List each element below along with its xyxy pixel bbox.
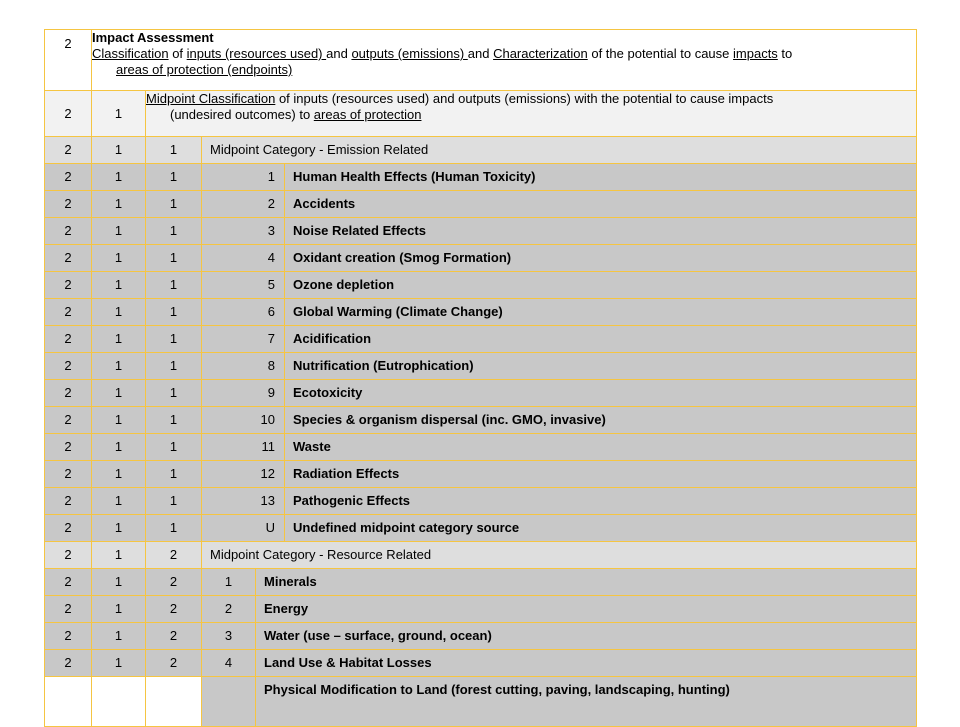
emission-category-code: 1 bbox=[92, 137, 146, 164]
resource-item-label: Land Use & Habitat Losses bbox=[256, 650, 917, 677]
emission-item-row bbox=[45, 407, 917, 434]
resource-item-parent-code: 1 bbox=[92, 623, 146, 650]
emission-item-parent-code: 2 bbox=[45, 299, 92, 326]
emission-item-parent-code: 1 bbox=[92, 164, 146, 191]
emission-item-row bbox=[45, 164, 917, 191]
header-description-part: and bbox=[326, 46, 352, 61]
emission-item-code: 8 bbox=[202, 353, 285, 380]
emission-item-row bbox=[45, 299, 917, 326]
resource-category-code: 1 bbox=[92, 542, 146, 569]
emission-item-parent-code: 1 bbox=[92, 326, 146, 353]
emission-item-row bbox=[45, 488, 917, 515]
emission-item-parent-code: 2 bbox=[45, 191, 92, 218]
emission-item-row bbox=[45, 353, 917, 380]
resource-category-row bbox=[45, 542, 917, 569]
header-description-part: outputs (emissions) bbox=[351, 46, 468, 61]
emission-item-label: Ecotoxicity bbox=[285, 380, 917, 407]
classification-text-line2: (undesired outcomes) to bbox=[170, 107, 314, 122]
header-description-part: and bbox=[467, 46, 494, 61]
resource-item-row bbox=[45, 623, 917, 650]
resource-item-row-last bbox=[45, 677, 917, 727]
resource-category-code: 2 bbox=[45, 542, 92, 569]
emission-item-row bbox=[45, 245, 917, 272]
header-title: Impact Assessment bbox=[92, 30, 214, 45]
emission-item-row bbox=[45, 380, 917, 407]
impact-assessment-table bbox=[44, 29, 917, 727]
resource-item-parent-code: 2 bbox=[45, 569, 92, 596]
emission-item-parent-code: 2 bbox=[45, 380, 92, 407]
header-description-part: inputs (resources used) bbox=[186, 46, 327, 61]
emission-item-parent-code: 1 bbox=[146, 380, 202, 407]
resource-item-parent-code: 2 bbox=[45, 596, 92, 623]
emission-item-parent-code: 2 bbox=[45, 461, 92, 488]
emission-item-parent-code: 2 bbox=[45, 434, 92, 461]
emission-item-row bbox=[45, 191, 917, 218]
emission-item-code: 12 bbox=[202, 461, 285, 488]
emission-item-parent-code: 1 bbox=[92, 461, 146, 488]
emission-item-parent-code: 2 bbox=[45, 245, 92, 272]
resource-item-parent-code: 1 bbox=[92, 596, 146, 623]
emission-item-label: Oxidant creation (Smog Formation) bbox=[285, 245, 917, 272]
empty-code-cell bbox=[202, 677, 256, 727]
emission-item-code: 5 bbox=[202, 272, 285, 299]
classification-cell bbox=[146, 91, 917, 137]
emission-category-code: 1 bbox=[146, 137, 202, 164]
emission-item-row bbox=[45, 515, 917, 542]
emission-item-parent-code: 2 bbox=[45, 164, 92, 191]
emission-item-parent-code: 1 bbox=[146, 353, 202, 380]
emission-item-code: U bbox=[202, 515, 285, 542]
header-cell bbox=[92, 30, 917, 91]
emission-item-parent-code: 2 bbox=[45, 407, 92, 434]
emission-item-parent-code: 1 bbox=[146, 407, 202, 434]
resource-item-parent-code: 2 bbox=[146, 650, 202, 677]
emission-item-parent-code: 1 bbox=[92, 434, 146, 461]
emission-item-parent-code: 1 bbox=[92, 272, 146, 299]
emission-item-parent-code: 1 bbox=[92, 299, 146, 326]
emission-item-code: 6 bbox=[202, 299, 285, 326]
resource-item-parent-code: 2 bbox=[45, 650, 92, 677]
emission-item-parent-code: 1 bbox=[92, 380, 146, 407]
resource-item-row bbox=[45, 650, 917, 677]
emission-item-row bbox=[45, 218, 917, 245]
resource-item-parent-code: 2 bbox=[146, 596, 202, 623]
resource-item-code: 4 bbox=[202, 650, 256, 677]
emission-item-parent-code: 1 bbox=[92, 245, 146, 272]
header-description-part: Characterization bbox=[493, 46, 588, 61]
classification-row bbox=[45, 91, 917, 137]
emission-item-parent-code: 1 bbox=[146, 272, 202, 299]
emission-item-code: 3 bbox=[202, 218, 285, 245]
header-number: 2 bbox=[45, 30, 92, 91]
resource-item-parent-code: 2 bbox=[146, 623, 202, 650]
emission-item-parent-code: 1 bbox=[92, 353, 146, 380]
resource-item-label: Minerals bbox=[256, 569, 917, 596]
emission-item-code: 11 bbox=[202, 434, 285, 461]
resource-item-label: Energy bbox=[256, 596, 917, 623]
header-description-part: of bbox=[168, 46, 187, 61]
emission-item-parent-code: 1 bbox=[92, 515, 146, 542]
resource-item-row bbox=[45, 569, 917, 596]
emission-item-label: Radiation Effects bbox=[285, 461, 917, 488]
areas-of-protection-link: areas of protection bbox=[313, 107, 422, 122]
header-description bbox=[92, 46, 916, 78]
resource-item-parent-code: 2 bbox=[45, 623, 92, 650]
emission-item-parent-code: 2 bbox=[45, 218, 92, 245]
resource-item-code: 3 bbox=[202, 623, 256, 650]
emission-item-row bbox=[45, 434, 917, 461]
empty-cell bbox=[92, 677, 146, 727]
emission-item-parent-code: 1 bbox=[146, 488, 202, 515]
header-description-part: to bbox=[777, 46, 793, 61]
emission-item-parent-code: 2 bbox=[45, 353, 92, 380]
classification-code-2: 1 bbox=[92, 91, 146, 137]
emission-item-row bbox=[45, 461, 917, 488]
emission-item-label: Waste bbox=[285, 434, 917, 461]
emission-category-label: Midpoint Category - Emission Related bbox=[202, 137, 917, 164]
resource-item-parent-code: 2 bbox=[146, 569, 202, 596]
emission-item-parent-code: 1 bbox=[146, 326, 202, 353]
resource-item-label: Water (use – surface, ground, ocean) bbox=[256, 623, 917, 650]
resource-category-label: Midpoint Category - Resource Related bbox=[202, 542, 917, 569]
empty-cell bbox=[146, 677, 202, 727]
emission-item-label: Global Warming (Climate Change) bbox=[285, 299, 917, 326]
resource-item-parent-code: 1 bbox=[92, 650, 146, 677]
emission-item-parent-code: 1 bbox=[146, 299, 202, 326]
emission-item-label: Pathogenic Effects bbox=[285, 488, 917, 515]
emission-category-code: 2 bbox=[45, 137, 92, 164]
emission-item-code: 4 bbox=[202, 245, 285, 272]
classification-link: Midpoint Classification bbox=[146, 91, 276, 106]
header-description-part: of the potential to cause bbox=[587, 46, 734, 61]
empty-cell bbox=[45, 677, 92, 727]
resource-category-code: 2 bbox=[146, 542, 202, 569]
emission-item-code: 7 bbox=[202, 326, 285, 353]
emission-item-label: Nutrification (Eutrophication) bbox=[285, 353, 917, 380]
emission-item-code: 1 bbox=[202, 164, 285, 191]
emission-item-parent-code: 1 bbox=[92, 407, 146, 434]
header-description-part: Classification bbox=[92, 46, 169, 61]
emission-item-label: Noise Related Effects bbox=[285, 218, 917, 245]
emission-item-parent-code: 1 bbox=[146, 434, 202, 461]
resource-item-label-last: Physical Modification to Land (forest cutting, paving, landscaping, hunting) bbox=[256, 677, 917, 727]
header-row bbox=[45, 30, 917, 91]
emission-item-label: Accidents bbox=[285, 191, 917, 218]
emission-item-code: 13 bbox=[202, 488, 285, 515]
emission-item-code: 2 bbox=[202, 191, 285, 218]
emission-item-parent-code: 1 bbox=[146, 461, 202, 488]
resource-item-row bbox=[45, 596, 917, 623]
emission-item-label: Acidification bbox=[285, 326, 917, 353]
classification-text: of inputs (resources used) and outputs (emissions) with the potential to cause impacts bbox=[275, 91, 774, 106]
emission-item-parent-code: 1 bbox=[92, 218, 146, 245]
emission-item-parent-code: 2 bbox=[45, 515, 92, 542]
emission-item-code: 9 bbox=[202, 380, 285, 407]
emission-item-parent-code: 1 bbox=[146, 218, 202, 245]
emission-item-parent-code: 1 bbox=[146, 245, 202, 272]
emission-item-parent-code: 1 bbox=[92, 488, 146, 515]
emission-item-parent-code: 2 bbox=[45, 488, 92, 515]
emission-item-label: Human Health Effects (Human Toxicity) bbox=[285, 164, 917, 191]
resource-item-parent-code: 1 bbox=[92, 569, 146, 596]
emission-item-label: Undefined midpoint category source bbox=[285, 515, 917, 542]
header-description-line2: areas of protection (endpoints) bbox=[116, 62, 293, 77]
resource-item-code: 2 bbox=[202, 596, 256, 623]
resource-item-code: 1 bbox=[202, 569, 256, 596]
header-description-part: impacts bbox=[733, 46, 778, 61]
emission-item-parent-code: 2 bbox=[45, 326, 92, 353]
emission-item-parent-code: 1 bbox=[146, 515, 202, 542]
emission-item-label: Species & organism dispersal (inc. GMO, invasive) bbox=[285, 407, 917, 434]
emission-item-parent-code: 1 bbox=[146, 191, 202, 218]
emission-item-parent-code: 1 bbox=[146, 164, 202, 191]
classification-code-1: 2 bbox=[45, 91, 92, 137]
emission-item-code: 10 bbox=[202, 407, 285, 434]
emission-item-label: Ozone depletion bbox=[285, 272, 917, 299]
emission-item-row bbox=[45, 272, 917, 299]
emission-item-parent-code: 1 bbox=[92, 191, 146, 218]
emission-item-row bbox=[45, 326, 917, 353]
emission-category-row bbox=[45, 137, 917, 164]
emission-item-parent-code: 2 bbox=[45, 272, 92, 299]
